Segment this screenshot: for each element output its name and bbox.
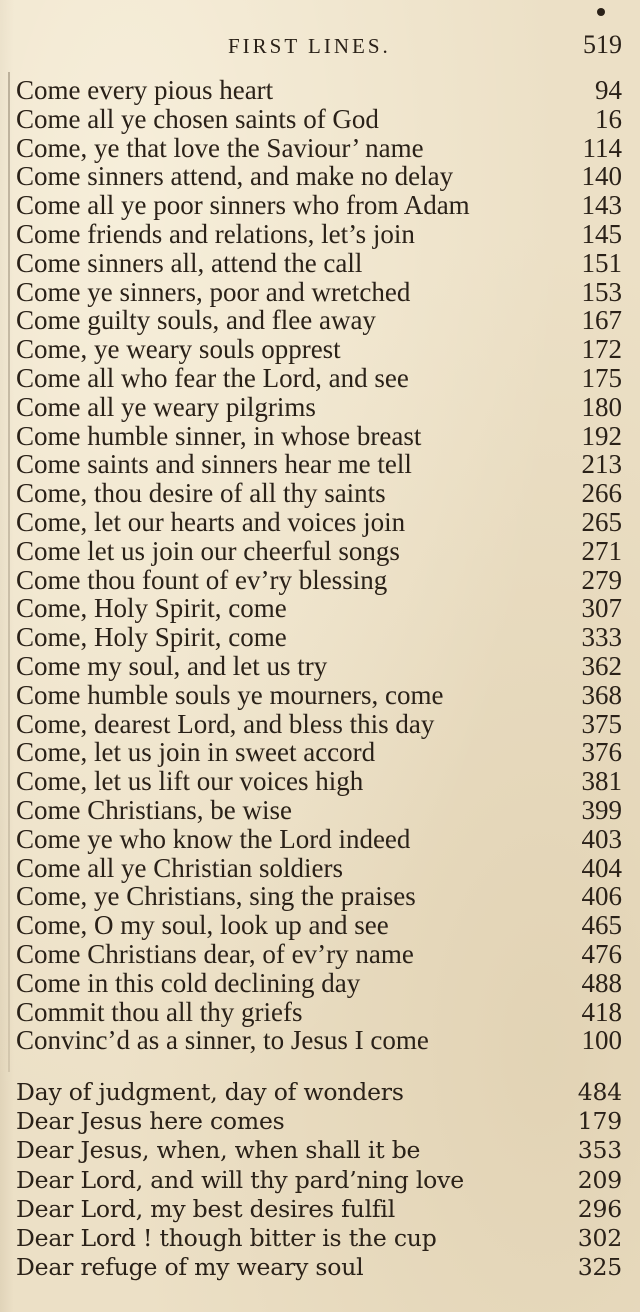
hymn-number: 100 bbox=[581, 1025, 622, 1056]
hymn-number: 484 bbox=[577, 1078, 622, 1106]
first-lines-d-list bbox=[16, 1078, 622, 1282]
hymn-number: 265 bbox=[581, 506, 622, 537]
first-line-text: Commit thou all thy griefs bbox=[16, 996, 303, 1027]
first-line-text: Come in this cold declining day bbox=[16, 967, 361, 998]
index-entry bbox=[16, 508, 622, 537]
first-line-text: Come Christians, be wise bbox=[16, 794, 292, 825]
first-line-text: Dear Jesus here comes bbox=[16, 1107, 285, 1136]
first-line-text: Come saints and sinners hear me tell bbox=[16, 449, 412, 480]
hymn-number: 140 bbox=[581, 161, 622, 192]
first-line-text: Come, Holy Spirit, come bbox=[16, 593, 287, 624]
index-entry bbox=[16, 796, 622, 825]
first-line-text: Come my soul, and let us try bbox=[16, 650, 328, 681]
index-entry bbox=[16, 767, 622, 796]
hymn-number: 381 bbox=[581, 766, 622, 797]
index-entry bbox=[16, 162, 622, 191]
index-entry bbox=[16, 681, 622, 710]
index-entry bbox=[16, 911, 622, 940]
hymn-number: 368 bbox=[581, 679, 622, 710]
hymn-number: 153 bbox=[581, 276, 622, 307]
hymn-number: 16 bbox=[595, 103, 622, 134]
first-line-text: Come ye who know the Lord indeed bbox=[16, 823, 411, 854]
first-line-text: Come humble souls ye mourners, come bbox=[16, 679, 444, 710]
hymn-number: 353 bbox=[577, 1136, 622, 1165]
first-line-text: Dear Lord, my best desires fulfil bbox=[16, 1194, 396, 1223]
index-entry bbox=[16, 76, 622, 105]
hymn-number: 488 bbox=[581, 967, 622, 998]
hymn-number: 279 bbox=[581, 564, 622, 595]
first-line-text: Day of judgment, day of wonders bbox=[16, 1078, 404, 1106]
first-line-text: Come sinners all, attend the call bbox=[16, 247, 363, 278]
index-entry bbox=[16, 105, 622, 134]
index-entry bbox=[16, 450, 622, 479]
index-entry bbox=[16, 738, 622, 767]
hymn-number: 403 bbox=[581, 823, 622, 854]
index-entry bbox=[16, 1195, 622, 1224]
hymn-number: 376 bbox=[581, 737, 622, 768]
index-entry bbox=[16, 364, 622, 393]
first-line-text: Come let us join our cheerful songs bbox=[16, 535, 400, 566]
first-line-text: Come, thou desire of all thy saints bbox=[16, 478, 386, 509]
index-entry bbox=[16, 710, 622, 739]
index-entry bbox=[16, 1136, 622, 1165]
index-entry bbox=[16, 566, 622, 595]
hymn-number: 296 bbox=[577, 1194, 622, 1223]
hymn-number: 465 bbox=[581, 910, 622, 941]
first-line-text: Dear Lord ! though bitter is the cup bbox=[16, 1223, 437, 1252]
first-line-text: Come Christians dear, of ev’ry name bbox=[16, 938, 414, 969]
first-line-text: Come all ye poor sinners who from Adam bbox=[16, 190, 470, 221]
index-entry bbox=[16, 220, 622, 249]
hymn-number: 302 bbox=[577, 1223, 622, 1252]
hymn-number: 476 bbox=[581, 938, 622, 969]
hymn-number: 266 bbox=[581, 478, 622, 509]
first-line-text: Come, let our hearts and voices join bbox=[16, 506, 406, 537]
page-number: 519 bbox=[583, 30, 622, 59]
running-title: FIRST LINES. bbox=[228, 34, 391, 58]
index-entry bbox=[16, 969, 622, 998]
index-entry bbox=[16, 1026, 622, 1055]
index-entry bbox=[16, 1224, 622, 1253]
first-line-text: Come every pious heart bbox=[16, 75, 274, 105]
index-entry bbox=[16, 249, 622, 278]
ink-dot bbox=[597, 8, 605, 16]
hymn-number: 406 bbox=[581, 881, 622, 912]
index-entry bbox=[16, 278, 622, 307]
index-entry bbox=[16, 1078, 622, 1107]
index-entry bbox=[16, 594, 622, 623]
first-line-text: Come, ye weary souls opprest bbox=[16, 334, 341, 365]
index-entry bbox=[16, 393, 622, 422]
hymn-number: 325 bbox=[577, 1253, 622, 1282]
hymn-number: 192 bbox=[581, 420, 622, 451]
first-line-text: Come, dearest Lord, and bless this day bbox=[16, 708, 435, 739]
hymn-number: 175 bbox=[581, 362, 622, 393]
index-entry bbox=[16, 306, 622, 335]
hymn-number: 94 bbox=[595, 75, 622, 105]
index-entry bbox=[16, 854, 622, 883]
index-entry bbox=[16, 1166, 622, 1195]
index-entry bbox=[16, 134, 622, 163]
hymn-number: 213 bbox=[581, 449, 622, 480]
hymn-number: 179 bbox=[577, 1107, 622, 1136]
first-line-text: Come ye sinners, poor and wretched bbox=[16, 276, 411, 307]
index-entry bbox=[16, 882, 622, 911]
first-line-text: Come all ye Christian soldiers bbox=[16, 852, 343, 883]
first-line-text: Dear Lord, and will thy pard’ning love bbox=[16, 1165, 464, 1194]
index-entry bbox=[16, 335, 622, 364]
hymn-number: 114 bbox=[582, 132, 622, 163]
index-entry bbox=[16, 537, 622, 566]
first-line-text: Dear refuge of my weary soul bbox=[16, 1253, 364, 1282]
hymn-number: 209 bbox=[577, 1165, 622, 1194]
first-line-text: Come humble sinner, in whose breast bbox=[16, 420, 422, 451]
hymn-number: 418 bbox=[581, 996, 622, 1027]
hymn-number: 151 bbox=[581, 247, 622, 278]
index-entry bbox=[16, 623, 622, 652]
index-entry bbox=[16, 191, 622, 220]
first-line-text: Convinc’d as a sinner, to Jesus I come bbox=[16, 1025, 429, 1056]
first-line-text: Come all who fear the Lord, and see bbox=[16, 362, 409, 393]
hymn-number: 167 bbox=[581, 305, 622, 336]
index-entry bbox=[16, 940, 622, 969]
first-line-text: Come, ye Christians, sing the praises bbox=[16, 881, 416, 912]
hymn-number: 145 bbox=[581, 218, 622, 249]
index-entry bbox=[16, 422, 622, 451]
first-line-text: Come, let us join in sweet accord bbox=[16, 737, 376, 768]
first-line-text: Come thou fount of ev’ry blessing bbox=[16, 564, 388, 595]
hymn-number: 375 bbox=[581, 708, 622, 739]
first-lines-c-list bbox=[16, 76, 622, 1055]
hymn-number: 399 bbox=[581, 794, 622, 825]
index-entry bbox=[16, 1253, 622, 1282]
hymn-number: 271 bbox=[581, 535, 622, 566]
first-line-text: Come guilty souls, and flee away bbox=[16, 305, 376, 336]
index-entry bbox=[16, 998, 622, 1027]
hymn-number: 172 bbox=[581, 334, 622, 365]
hymn-number: 307 bbox=[581, 593, 622, 624]
first-line-text: Come friends and relations, let’s join bbox=[16, 218, 415, 249]
hymn-number: 404 bbox=[581, 852, 622, 883]
hymn-number: 362 bbox=[581, 650, 622, 681]
first-line-text: Come, O my soul, look up and see bbox=[16, 910, 389, 941]
hymn-number: 333 bbox=[581, 622, 622, 653]
first-line-text: Dear Jesus, when, when shall it be bbox=[16, 1136, 421, 1165]
index-entry bbox=[16, 1107, 622, 1136]
first-line-text: Come, let us lift our voices high bbox=[16, 766, 364, 797]
first-line-text: Come, ye that love the Saviour’ name bbox=[16, 132, 424, 163]
index-entry bbox=[16, 652, 622, 681]
page-gutter-shadow bbox=[8, 72, 10, 1072]
first-line-text: Come sinners attend, and make no delay bbox=[16, 161, 454, 192]
index-entry bbox=[16, 825, 622, 854]
index-entry bbox=[16, 479, 622, 508]
first-line-text: Come all ye weary pilgrims bbox=[16, 391, 316, 422]
first-line-text: Come, Holy Spirit, come bbox=[16, 622, 287, 653]
hymn-number: 143 bbox=[581, 190, 622, 221]
page-header bbox=[0, 30, 640, 64]
first-line-text: Come all ye chosen saints of God bbox=[16, 103, 379, 134]
hymn-number: 180 bbox=[581, 391, 622, 422]
